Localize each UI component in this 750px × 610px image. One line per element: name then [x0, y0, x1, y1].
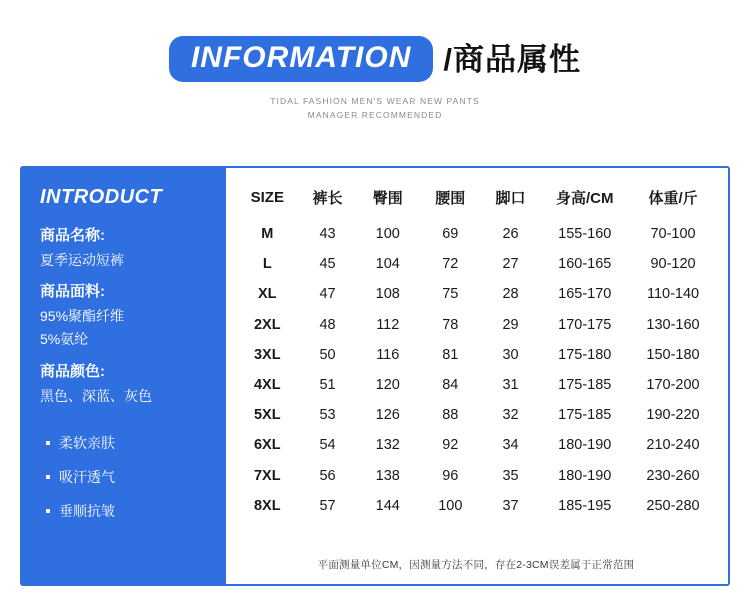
cell-length: 54 — [319, 437, 336, 454]
cell-size: 4XL — [253, 377, 281, 394]
cell-cuff: 37 — [502, 497, 519, 514]
cell-height: 180-190 — [558, 467, 612, 484]
subtitle-block — [0, 94, 750, 123]
cell-waist: 69 — [442, 226, 459, 243]
cell-weight: 110-140 — [646, 286, 700, 303]
product-color-label: 商品颜色: — [40, 363, 105, 381]
introduct-column — [22, 168, 226, 584]
cell-waist: 81 — [442, 346, 459, 363]
column-header-cuff: 脚口 — [495, 190, 526, 207]
table-row — [236, 249, 716, 279]
cell-cuff: 31 — [502, 377, 519, 394]
cell-hip: 116 — [376, 346, 400, 363]
page-title: /商品属性 — [443, 41, 582, 77]
cell-waist: 88 — [442, 407, 459, 424]
table-row — [236, 310, 716, 340]
cell-length: 51 — [319, 377, 336, 394]
feature-list — [40, 433, 210, 521]
product-name-label: 商品名称: — [40, 227, 105, 244]
table-header-row — [236, 186, 716, 219]
cell-cuff: 28 — [502, 286, 519, 303]
cell-size: XL — [258, 286, 277, 303]
cell-cuff: 34 — [502, 437, 519, 454]
table-row — [236, 279, 716, 309]
cell-hip: 132 — [375, 437, 400, 454]
page-header — [0, 0, 750, 82]
cell-size: L — [262, 256, 272, 273]
column-header-length: 裤长 — [312, 190, 343, 207]
cell-weight: 170-200 — [646, 377, 700, 394]
cell-hip: 138 — [375, 467, 400, 484]
feature-label: 垂顺抗皱 — [59, 503, 115, 520]
cell-length: 45 — [319, 256, 336, 273]
column-header-waist: 腰围 — [435, 190, 466, 207]
cell-hip: 120 — [375, 377, 400, 394]
cell-cuff: 35 — [502, 467, 519, 484]
cell-height: 175-185 — [558, 407, 612, 424]
cell-waist: 92 — [442, 437, 459, 454]
cell-size: 6XL — [253, 437, 281, 454]
cell-weight: 150-180 — [646, 346, 700, 363]
cell-weight: 250-280 — [646, 497, 700, 514]
cell-weight: 70-100 — [650, 226, 696, 243]
product-fabric-label: 商品面料: — [40, 283, 105, 301]
table-row — [236, 340, 716, 370]
cell-waist: 96 — [442, 467, 459, 484]
list-item — [46, 433, 210, 453]
cell-cuff: 27 — [502, 256, 519, 273]
size-table-column — [226, 168, 728, 584]
cell-hip: 108 — [375, 286, 400, 303]
table-row — [236, 219, 716, 249]
cell-weight: 190-220 — [646, 407, 700, 424]
cell-weight: 90-120 — [650, 256, 696, 273]
column-header-hip: 臀围 — [372, 190, 403, 207]
cell-height: 160-165 — [558, 256, 612, 273]
cell-hip: 100 — [375, 226, 400, 243]
cell-waist: 75 — [442, 286, 459, 303]
cell-waist: 100 — [438, 497, 463, 514]
cell-height: 180-190 — [558, 437, 612, 454]
cell-length: 43 — [319, 226, 336, 243]
cell-size: 7XL — [253, 467, 281, 484]
cell-length: 47 — [319, 286, 336, 303]
cell-cuff: 26 — [502, 226, 519, 243]
product-fabric-value-2: 5%氨纶 — [40, 331, 89, 348]
information-badge: INFORMATION — [169, 36, 433, 82]
cell-height: 155-160 — [558, 226, 612, 243]
product-fabric-value-1: 95%聚酯纤维 — [40, 307, 125, 324]
column-header-size: SIZE — [250, 189, 284, 206]
table-row — [236, 370, 716, 400]
cell-height: 185-195 — [558, 497, 612, 514]
cell-hip: 144 — [375, 497, 400, 514]
size-chart-table — [236, 186, 716, 521]
table-row — [236, 461, 716, 491]
cell-cuff: 30 — [502, 346, 519, 363]
cell-cuff: 32 — [502, 407, 519, 424]
cell-weight: 130-160 — [646, 316, 700, 333]
information-panel — [20, 166, 730, 586]
cell-size: M — [261, 226, 274, 243]
cell-height: 175-180 — [558, 346, 612, 363]
cell-size: 3XL — [253, 346, 281, 363]
cell-length: 57 — [319, 497, 336, 514]
subtitle-line-1: TIDAL FASHION MEN'S WEAR NEW PANTS — [270, 96, 480, 106]
cell-length: 50 — [319, 346, 336, 363]
bullet-dot-icon — [46, 475, 50, 479]
cell-hip: 104 — [375, 256, 400, 273]
product-color-value: 黑色、深蓝、灰色 — [40, 387, 152, 404]
cell-size: 5XL — [253, 407, 281, 424]
cell-waist: 72 — [442, 256, 459, 273]
measurement-footnote: 平面测量单位CM，因测量方法不同，存在2-3CM误差属于正常范围 — [317, 559, 635, 571]
cell-hip: 126 — [375, 407, 400, 424]
cell-length: 48 — [319, 316, 336, 333]
cell-weight: 230-260 — [646, 467, 700, 484]
table-row — [236, 400, 716, 430]
cell-hip: 112 — [376, 316, 400, 333]
bullet-dot-icon — [46, 509, 50, 513]
table-row — [236, 491, 716, 521]
feature-label: 吸汗透气 — [59, 469, 115, 486]
cell-size: 8XL — [253, 497, 281, 514]
bullet-dot-icon — [46, 441, 50, 445]
cell-length: 53 — [319, 407, 336, 424]
list-item — [46, 467, 210, 487]
cell-cuff: 29 — [502, 316, 519, 333]
cell-length: 56 — [319, 467, 336, 484]
column-header-weight: 体重/斤 — [648, 190, 698, 207]
cell-height: 165-170 — [558, 286, 612, 303]
cell-weight: 210-240 — [646, 437, 700, 454]
product-name-value: 夏季运动短裤 — [40, 251, 124, 268]
introduct-heading: INTRODUCT — [40, 186, 163, 208]
table-row — [236, 430, 716, 460]
cell-waist: 84 — [442, 377, 459, 394]
cell-size: 2XL — [253, 316, 281, 333]
list-item — [46, 501, 210, 521]
cell-waist: 78 — [442, 316, 459, 333]
subtitle-line-2: MANAGER RECOMMENDED — [307, 110, 443, 121]
column-header-height: 身高/CM — [556, 190, 614, 207]
cell-height: 175-185 — [558, 377, 612, 394]
feature-label: 柔软亲肤 — [59, 435, 115, 452]
cell-height: 170-175 — [558, 316, 612, 333]
